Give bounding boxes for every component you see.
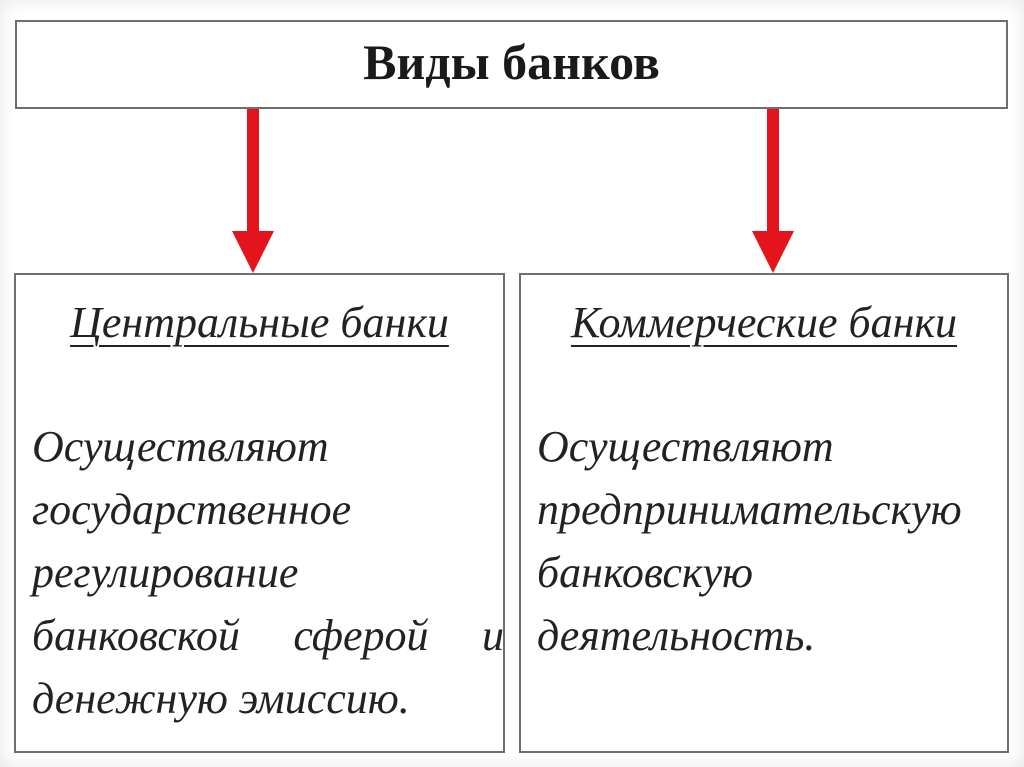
- central-banks-heading-text: Центральные банки: [70, 298, 449, 347]
- commercial-banks-line-3: банковскую: [537, 548, 754, 597]
- diagram-title: Виды банков: [363, 33, 660, 90]
- central-banks-line-3: регулирование: [32, 548, 299, 597]
- central-banks-line-4-word-2: сферой: [293, 611, 429, 660]
- central-banks-line-4-word-3: и: [482, 611, 504, 660]
- central-banks-line-5: денежную эмиссию.: [32, 674, 410, 723]
- commercial-banks-line-4: деятельность.: [537, 611, 816, 660]
- central-banks-line-4: [32, 604, 504, 667]
- central-banks-line-1: Осуществляют: [32, 422, 329, 471]
- central-banks-heading: [16, 297, 503, 348]
- commercial-banks-line-1: Осуществляют: [537, 422, 834, 471]
- arrow-to-central-banks: [232, 109, 274, 273]
- commercial-banks-line-2: предпринимательскую: [537, 485, 962, 534]
- commercial-banks-box: [519, 273, 1009, 753]
- title-box: [15, 20, 1008, 109]
- central-banks-line-2: государственное: [32, 485, 352, 534]
- commercial-banks-heading: [521, 297, 1007, 348]
- central-banks-line-4-word-1: банковской: [32, 611, 240, 660]
- commercial-banks-description: [537, 415, 997, 667]
- central-banks-description: [32, 415, 504, 730]
- central-banks-box: [14, 273, 505, 753]
- arrow-to-commercial-banks: [752, 109, 794, 273]
- commercial-banks-heading-text: Коммерческие банки: [570, 298, 958, 347]
